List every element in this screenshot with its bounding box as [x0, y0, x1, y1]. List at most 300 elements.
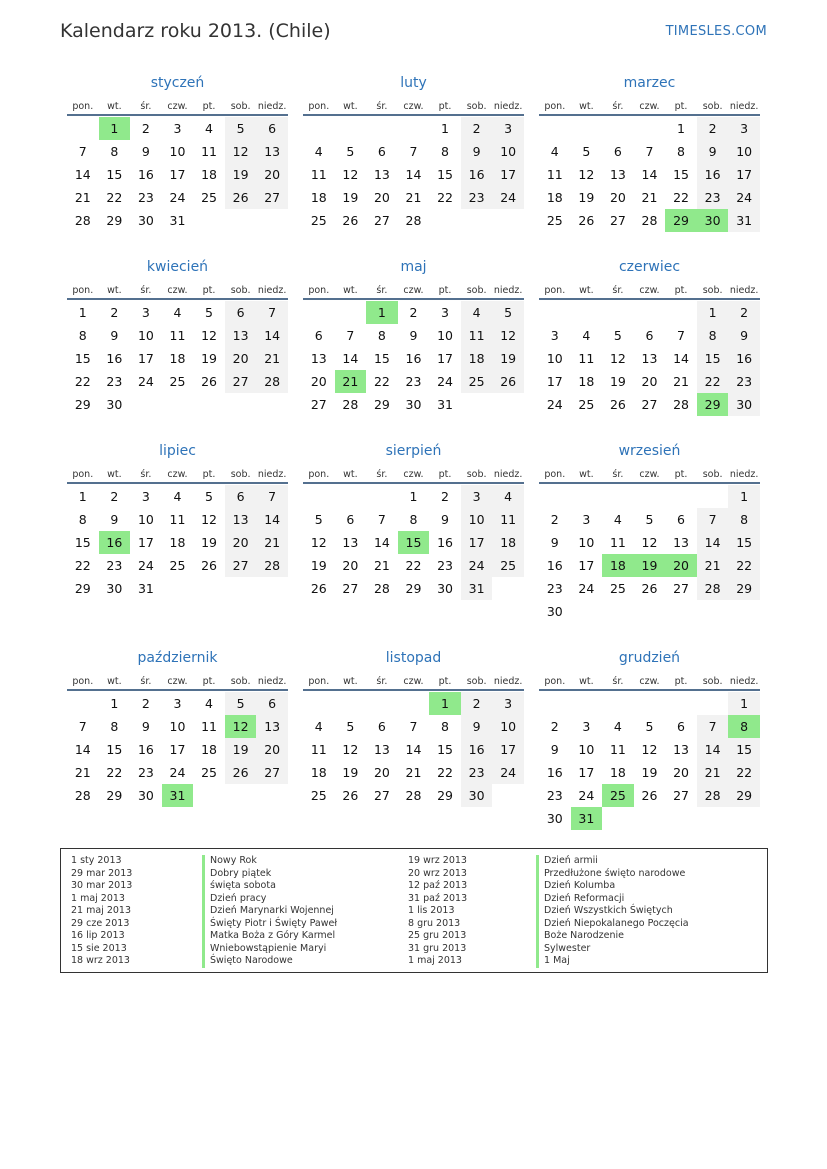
day-cell[interactable]: 14	[405, 742, 422, 757]
day-cell[interactable]: 24	[437, 374, 453, 389]
day-cell[interactable]: 13	[225, 508, 257, 531]
day-cell[interactable]: 5	[314, 512, 323, 527]
day-cell[interactable]: 19	[225, 163, 257, 186]
day-cell[interactable]: 16	[137, 167, 154, 182]
day-cell[interactable]: 18	[578, 374, 595, 389]
day-cell[interactable]: 27	[256, 186, 288, 209]
day-cell[interactable]: 8	[697, 324, 729, 347]
day-cell[interactable]: 3	[173, 696, 182, 711]
day-cell[interactable]: 19	[641, 765, 658, 780]
day-cell[interactable]: 8	[441, 144, 449, 159]
day-cell[interactable]: 21	[641, 190, 658, 205]
day-cell[interactable]: 9	[550, 535, 559, 550]
day-cell[interactable]: 15	[673, 167, 689, 182]
day-cell[interactable]: 12	[342, 742, 359, 757]
day-cell[interactable]: 26	[225, 186, 257, 209]
day-cell[interactable]: 18	[201, 167, 217, 182]
day-cell[interactable]: 14	[342, 351, 359, 366]
day-cell[interactable]: 22	[106, 190, 123, 205]
day-cell[interactable]: 16	[461, 738, 493, 761]
day-cell[interactable]: 18	[546, 190, 563, 205]
day-cell[interactable]: 24	[492, 186, 524, 209]
day-cell[interactable]: 3	[141, 305, 150, 320]
day-cell[interactable]: 13	[373, 167, 390, 182]
day-cell[interactable]: 6	[256, 117, 288, 140]
day-cell[interactable]: 26	[492, 370, 524, 393]
day-cell[interactable]: 26	[342, 788, 359, 803]
day-cell[interactable]: 3	[492, 117, 524, 140]
day-cell[interactable]: 27	[673, 581, 689, 596]
day-cell[interactable]: 16	[106, 351, 123, 366]
day-cell[interactable]: 5	[225, 692, 257, 715]
day-cell[interactable]: 8	[441, 719, 449, 734]
day-cell[interactable]: 4	[613, 719, 622, 734]
day-cell[interactable]: 6	[256, 692, 288, 715]
holiday-day-cell[interactable]: 19	[634, 554, 666, 577]
day-cell[interactable]: 9	[728, 324, 760, 347]
day-cell[interactable]: 4	[205, 121, 213, 136]
day-cell[interactable]: 2	[697, 117, 729, 140]
day-cell[interactable]: 10	[578, 535, 595, 550]
holiday-day-cell[interactable]: 29	[697, 393, 729, 416]
day-cell[interactable]: 18	[201, 742, 217, 757]
day-cell[interactable]: 23	[546, 788, 563, 803]
day-cell[interactable]: 14	[697, 531, 729, 554]
day-cell[interactable]: 5	[645, 512, 654, 527]
day-cell[interactable]: 22	[106, 765, 123, 780]
day-cell[interactable]: 5	[582, 144, 591, 159]
day-cell[interactable]: 13	[641, 351, 658, 366]
day-cell[interactable]: 19	[609, 374, 626, 389]
day-cell[interactable]: 4	[173, 305, 182, 320]
day-cell[interactable]: 30	[137, 213, 154, 228]
day-cell[interactable]: 16	[546, 765, 563, 780]
holiday-day-cell[interactable]: 20	[665, 554, 697, 577]
day-cell[interactable]: 12	[342, 167, 359, 182]
day-cell[interactable]: 6	[377, 719, 386, 734]
day-cell[interactable]: 27	[225, 554, 257, 577]
day-cell[interactable]: 14	[74, 167, 91, 182]
day-cell[interactable]: 1	[677, 121, 685, 136]
day-cell[interactable]: 19	[342, 765, 359, 780]
day-cell[interactable]: 21	[74, 190, 91, 205]
holiday-day-cell[interactable]: 1	[429, 692, 461, 715]
day-cell[interactable]: 7	[645, 144, 654, 159]
day-cell[interactable]: 7	[346, 328, 355, 343]
day-cell[interactable]: 5	[346, 719, 355, 734]
day-cell[interactable]: 13	[673, 535, 689, 550]
day-cell[interactable]: 11	[546, 167, 563, 182]
day-cell[interactable]: 20	[225, 347, 257, 370]
day-cell[interactable]: 3	[492, 692, 524, 715]
day-cell[interactable]: 2	[461, 692, 493, 715]
day-cell[interactable]: 28	[74, 213, 91, 228]
day-cell[interactable]: 13	[256, 715, 288, 738]
day-cell[interactable]: 25	[169, 374, 186, 389]
day-cell[interactable]: 12	[201, 512, 217, 527]
day-cell[interactable]: 6	[377, 144, 386, 159]
day-cell[interactable]: 4	[582, 328, 591, 343]
day-cell[interactable]: 24	[578, 581, 595, 596]
day-cell[interactable]: 18	[310, 765, 327, 780]
day-cell[interactable]: 18	[461, 347, 493, 370]
day-cell[interactable]: 1	[697, 301, 729, 324]
day-cell[interactable]: 10	[578, 742, 595, 757]
holiday-day-cell[interactable]: 8	[728, 715, 760, 738]
day-cell[interactable]: 7	[409, 719, 418, 734]
day-cell[interactable]: 31	[728, 209, 760, 232]
day-cell[interactable]: 23	[461, 186, 493, 209]
day-cell[interactable]: 25	[492, 554, 524, 577]
day-cell[interactable]: 6	[225, 301, 257, 324]
day-cell[interactable]: 29	[106, 788, 123, 803]
day-cell[interactable]: 21	[405, 190, 422, 205]
day-cell[interactable]: 6	[346, 512, 355, 527]
day-cell[interactable]: 9	[461, 140, 493, 163]
day-cell[interactable]: 12	[641, 742, 658, 757]
day-cell[interactable]: 11	[492, 508, 524, 531]
day-cell[interactable]: 28	[697, 784, 729, 807]
day-cell[interactable]: 5	[613, 328, 622, 343]
day-cell[interactable]: 17	[546, 374, 563, 389]
day-cell[interactable]: 11	[310, 742, 327, 757]
holiday-day-cell[interactable]: 31	[571, 807, 603, 830]
day-cell[interactable]: 8	[409, 512, 418, 527]
day-cell[interactable]: 17	[169, 742, 186, 757]
day-cell[interactable]: 8	[728, 508, 760, 531]
day-cell[interactable]: 27	[609, 213, 626, 228]
day-cell[interactable]: 21	[256, 531, 288, 554]
day-cell[interactable]: 15	[106, 742, 123, 757]
day-cell[interactable]: 3	[441, 305, 449, 320]
day-cell[interactable]: 7	[697, 715, 729, 738]
day-cell[interactable]: 19	[201, 351, 217, 366]
day-cell[interactable]: 28	[342, 397, 359, 412]
day-cell[interactable]: 13	[609, 167, 626, 182]
day-cell[interactable]: 29	[74, 397, 91, 412]
day-cell[interactable]: 10	[492, 140, 524, 163]
day-cell[interactable]: 2	[461, 117, 493, 140]
day-cell[interactable]: 24	[578, 788, 595, 803]
day-cell[interactable]: 27	[342, 581, 359, 596]
holiday-day-cell[interactable]: 21	[335, 370, 367, 393]
day-cell[interactable]: 2	[141, 696, 150, 711]
day-cell[interactable]: 18	[169, 535, 186, 550]
day-cell[interactable]: 17	[492, 738, 524, 761]
day-cell[interactable]: 3	[141, 489, 150, 504]
day-cell[interactable]: 23	[405, 374, 422, 389]
day-cell[interactable]: 23	[437, 558, 453, 573]
day-cell[interactable]: 14	[641, 167, 658, 182]
day-cell[interactable]: 20	[609, 190, 626, 205]
day-cell[interactable]: 14	[373, 535, 390, 550]
day-cell[interactable]: 9	[409, 328, 418, 343]
day-cell[interactable]: 15	[697, 347, 729, 370]
day-cell[interactable]: 7	[677, 328, 685, 343]
day-cell[interactable]: 17	[169, 167, 186, 182]
day-cell[interactable]: 16	[546, 558, 563, 573]
day-cell[interactable]: 19	[578, 190, 595, 205]
day-cell[interactable]: 18	[492, 531, 524, 554]
day-cell[interactable]: 26	[342, 213, 359, 228]
day-cell[interactable]: 15	[728, 738, 760, 761]
day-cell[interactable]: 19	[492, 347, 524, 370]
day-cell[interactable]: 10	[728, 140, 760, 163]
day-cell[interactable]: 2	[550, 719, 559, 734]
day-cell[interactable]: 19	[342, 190, 359, 205]
day-cell[interactable]: 25	[546, 213, 563, 228]
day-cell[interactable]: 24	[546, 397, 563, 412]
day-cell[interactable]: 6	[677, 719, 685, 734]
day-cell[interactable]: 24	[492, 761, 524, 784]
holiday-day-cell[interactable]: 1	[99, 117, 131, 140]
day-cell[interactable]: 16	[437, 535, 453, 550]
day-cell[interactable]: 25	[201, 190, 217, 205]
day-cell[interactable]: 20	[256, 163, 288, 186]
day-cell[interactable]: 12	[492, 324, 524, 347]
day-cell[interactable]: 21	[256, 347, 288, 370]
day-cell[interactable]: 5	[205, 305, 213, 320]
day-cell[interactable]: 20	[310, 374, 327, 389]
holiday-day-cell[interactable]: 31	[162, 784, 194, 807]
day-cell[interactable]: 26	[609, 397, 626, 412]
day-cell[interactable]: 17	[137, 535, 154, 550]
day-cell[interactable]: 20	[225, 531, 257, 554]
day-cell[interactable]: 30	[728, 393, 760, 416]
day-cell[interactable]: 22	[728, 554, 760, 577]
day-cell[interactable]: 2	[110, 489, 119, 504]
day-cell[interactable]: 7	[377, 512, 386, 527]
day-cell[interactable]: 29	[728, 577, 760, 600]
day-cell[interactable]: 11	[169, 328, 186, 343]
day-cell[interactable]: 25	[310, 788, 327, 803]
day-cell[interactable]: 28	[256, 554, 288, 577]
day-cell[interactable]: 3	[461, 485, 493, 508]
day-cell[interactable]: 1	[728, 485, 760, 508]
day-cell[interactable]: 25	[609, 581, 626, 596]
day-cell[interactable]: 9	[697, 140, 729, 163]
day-cell[interactable]: 17	[137, 351, 154, 366]
day-cell[interactable]: 23	[728, 370, 760, 393]
day-cell[interactable]: 23	[137, 765, 154, 780]
day-cell[interactable]: 20	[373, 190, 390, 205]
day-cell[interactable]: 24	[169, 765, 186, 780]
day-cell[interactable]: 12	[201, 328, 217, 343]
day-cell[interactable]: 16	[137, 742, 154, 757]
day-cell[interactable]: 14	[405, 167, 422, 182]
day-cell[interactable]: 11	[201, 719, 217, 734]
day-cell[interactable]: 28	[697, 577, 729, 600]
day-cell[interactable]: 15	[728, 531, 760, 554]
day-cell[interactable]: 8	[110, 719, 119, 734]
holiday-day-cell[interactable]: 18	[602, 554, 634, 577]
day-cell[interactable]: 18	[169, 351, 186, 366]
day-cell[interactable]: 20	[256, 738, 288, 761]
day-cell[interactable]: 31	[169, 213, 186, 228]
day-cell[interactable]: 26	[641, 581, 658, 596]
day-cell[interactable]: 2	[141, 121, 150, 136]
day-cell[interactable]: 29	[74, 581, 91, 596]
day-cell[interactable]: 21	[74, 765, 91, 780]
day-cell[interactable]: 30	[461, 784, 493, 807]
day-cell[interactable]: 11	[609, 742, 626, 757]
day-cell[interactable]: 29	[106, 213, 123, 228]
day-cell[interactable]: 15	[373, 351, 390, 366]
day-cell[interactable]: 10	[546, 351, 563, 366]
day-cell[interactable]: 19	[225, 738, 257, 761]
day-cell[interactable]: 30	[437, 581, 453, 596]
day-cell[interactable]: 20	[342, 558, 359, 573]
day-cell[interactable]: 10	[461, 508, 493, 531]
day-cell[interactable]: 22	[405, 558, 422, 573]
day-cell[interactable]: 25	[578, 397, 595, 412]
day-cell[interactable]: 21	[405, 765, 422, 780]
holiday-day-cell[interactable]: 25	[602, 784, 634, 807]
day-cell[interactable]: 11	[578, 351, 595, 366]
day-cell[interactable]: 17	[578, 558, 595, 573]
day-cell[interactable]: 20	[373, 765, 390, 780]
day-cell[interactable]: 4	[314, 719, 323, 734]
day-cell[interactable]: 7	[697, 508, 729, 531]
day-cell[interactable]: 22	[437, 190, 453, 205]
day-cell[interactable]: 10	[437, 328, 453, 343]
site-link[interactable]: TIMESLES.COM	[665, 24, 767, 39]
day-cell[interactable]: 21	[373, 558, 390, 573]
day-cell[interactable]: 15	[74, 351, 91, 366]
day-cell[interactable]: 10	[492, 715, 524, 738]
day-cell[interactable]: 9	[461, 715, 493, 738]
holiday-day-cell[interactable]: 29	[665, 209, 697, 232]
holiday-day-cell[interactable]: 15	[398, 531, 430, 554]
day-cell[interactable]: 21	[697, 761, 729, 784]
day-cell[interactable]: 22	[74, 374, 91, 389]
day-cell[interactable]: 13	[225, 324, 257, 347]
day-cell[interactable]: 15	[106, 167, 123, 182]
day-cell[interactable]: 20	[673, 765, 689, 780]
day-cell[interactable]: 7	[78, 719, 87, 734]
day-cell[interactable]: 2	[110, 305, 119, 320]
day-cell[interactable]: 9	[110, 328, 119, 343]
day-cell[interactable]: 6	[645, 328, 654, 343]
day-cell[interactable]: 12	[225, 140, 257, 163]
day-cell[interactable]: 1	[78, 489, 87, 504]
day-cell[interactable]: 26	[310, 581, 327, 596]
day-cell[interactable]: 11	[201, 144, 217, 159]
day-cell[interactable]: 23	[461, 761, 493, 784]
day-cell[interactable]: 9	[550, 742, 559, 757]
day-cell[interactable]: 28	[256, 370, 288, 393]
day-cell[interactable]: 11	[609, 535, 626, 550]
day-cell[interactable]: 21	[697, 554, 729, 577]
day-cell[interactable]: 3	[728, 117, 760, 140]
day-cell[interactable]: 24	[137, 558, 154, 573]
day-cell[interactable]: 12	[310, 535, 327, 550]
day-cell[interactable]: 4	[492, 485, 524, 508]
day-cell[interactable]: 25	[310, 213, 327, 228]
day-cell[interactable]: 23	[106, 558, 123, 573]
day-cell[interactable]: 16	[461, 163, 493, 186]
day-cell[interactable]: 1	[78, 305, 87, 320]
day-cell[interactable]: 5	[346, 144, 355, 159]
day-cell[interactable]: 24	[169, 190, 186, 205]
day-cell[interactable]: 6	[677, 512, 685, 527]
day-cell[interactable]: 15	[437, 742, 453, 757]
day-cell[interactable]: 14	[256, 324, 288, 347]
day-cell[interactable]: 2	[728, 301, 760, 324]
day-cell[interactable]: 4	[550, 144, 559, 159]
day-cell[interactable]: 13	[673, 742, 689, 757]
day-cell[interactable]: 14	[697, 738, 729, 761]
day-cell[interactable]: 4	[613, 512, 622, 527]
day-cell[interactable]: 5	[225, 117, 257, 140]
day-cell[interactable]: 16	[405, 351, 422, 366]
day-cell[interactable]: 1	[409, 489, 418, 504]
day-cell[interactable]: 27	[673, 788, 689, 803]
day-cell[interactable]: 14	[74, 742, 91, 757]
day-cell[interactable]: 10	[137, 512, 154, 527]
day-cell[interactable]: 25	[461, 370, 493, 393]
day-cell[interactable]: 9	[110, 512, 119, 527]
day-cell[interactable]: 30	[137, 788, 154, 803]
day-cell[interactable]: 30	[106, 581, 123, 596]
day-cell[interactable]: 22	[437, 765, 453, 780]
day-cell[interactable]: 7	[409, 144, 418, 159]
day-cell[interactable]: 30	[546, 811, 563, 826]
day-cell[interactable]: 24	[137, 374, 154, 389]
day-cell[interactable]: 5	[492, 301, 524, 324]
day-cell[interactable]: 7	[256, 301, 288, 324]
day-cell[interactable]: 11	[461, 324, 493, 347]
day-cell[interactable]: 27	[373, 213, 390, 228]
day-cell[interactable]: 8	[377, 328, 386, 343]
day-cell[interactable]: 26	[201, 374, 217, 389]
day-cell[interactable]: 29	[728, 784, 760, 807]
day-cell[interactable]: 4	[173, 489, 182, 504]
day-cell[interactable]: 3	[582, 512, 591, 527]
day-cell[interactable]: 29	[437, 788, 453, 803]
day-cell[interactable]: 14	[256, 508, 288, 531]
day-cell[interactable]: 1	[441, 121, 449, 136]
day-cell[interactable]: 27	[225, 370, 257, 393]
day-cell[interactable]: 10	[169, 719, 186, 734]
day-cell[interactable]: 23	[137, 190, 154, 205]
day-cell[interactable]: 26	[641, 788, 658, 803]
day-cell[interactable]: 22	[728, 761, 760, 784]
day-cell[interactable]: 4	[205, 696, 213, 711]
day-cell[interactable]: 11	[310, 167, 327, 182]
day-cell[interactable]: 27	[373, 788, 390, 803]
day-cell[interactable]: 27	[310, 397, 327, 412]
day-cell[interactable]: 28	[641, 213, 658, 228]
day-cell[interactable]: 9	[141, 144, 150, 159]
day-cell[interactable]: 7	[256, 485, 288, 508]
day-cell[interactable]: 30	[405, 397, 422, 412]
day-cell[interactable]: 19	[310, 558, 327, 573]
day-cell[interactable]: 4	[461, 301, 493, 324]
day-cell[interactable]: 6	[314, 328, 323, 343]
day-cell[interactable]: 8	[78, 512, 87, 527]
day-cell[interactable]: 12	[641, 535, 658, 550]
day-cell[interactable]: 9	[141, 719, 150, 734]
day-cell[interactable]: 10	[137, 328, 154, 343]
day-cell[interactable]: 22	[697, 370, 729, 393]
day-cell[interactable]: 13	[310, 351, 327, 366]
day-cell[interactable]: 6	[225, 485, 257, 508]
day-cell[interactable]: 5	[205, 489, 213, 504]
day-cell[interactable]: 26	[225, 761, 257, 784]
day-cell[interactable]: 22	[673, 190, 689, 205]
day-cell[interactable]: 17	[578, 765, 595, 780]
